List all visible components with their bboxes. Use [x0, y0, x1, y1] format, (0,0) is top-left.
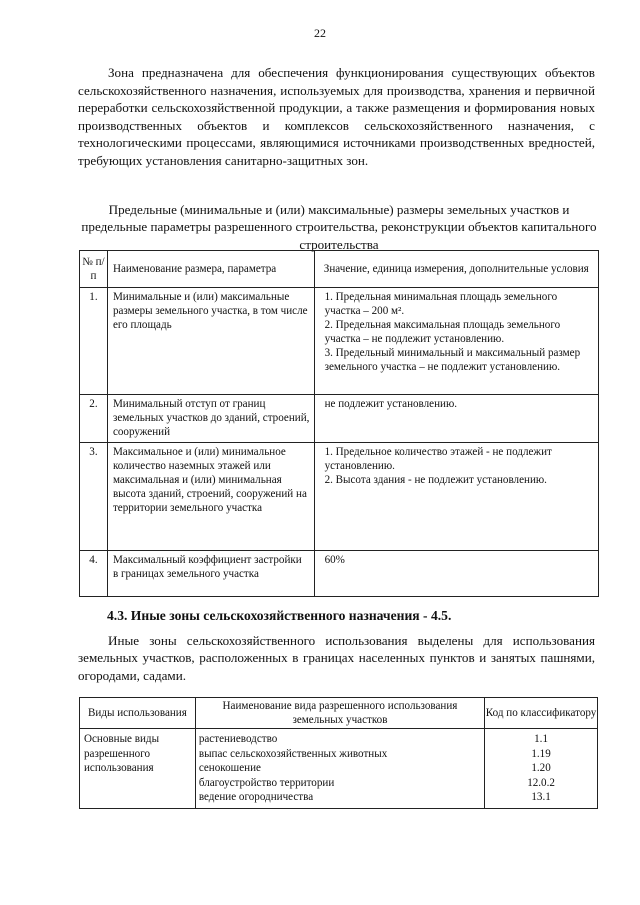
row-value — [314, 443, 598, 551]
value-line: 1. Предельная минимальная площадь земельного участка – 200 м². — [324, 291, 558, 317]
use-name: ведение огородничества — [198, 791, 314, 803]
value-line: 1. Предельное количество этажей - не подлежит установлению. — [324, 446, 552, 472]
use-name: благоустройство территории — [198, 776, 335, 789]
row-value — [314, 551, 598, 597]
table-row — [80, 288, 599, 395]
row-parameter-name: Максимальный коэффициент застройки в границах земельного участка — [107, 551, 314, 597]
table-row — [80, 443, 599, 551]
row-number: 2. — [80, 395, 108, 443]
intro-paragraph: Зона предназначена для обеспечения функционирования существующих объектов сельскохозяйственного назначения, используемых для производства, хранения и первичной переработки сельскохозяйственной продукции, а также размещения и формирования новых производственных объектов и комплексов сельскохозяйственного назначения, с технологическими процессами, являющимися источниками производственных вредностей, требующих установления санитарно-защитных зон. — [78, 65, 595, 168]
limits-table — [79, 250, 599, 597]
table-row — [80, 395, 599, 443]
limits-table-title: Предельные (минимальные и (или) максимальные) размеры земельных участков и предельные параметры разрешенного строительства, реконструкции объектов капитального строительства — [81, 202, 597, 252]
header-classifier-code: Код по классификатору — [485, 698, 598, 729]
header-use-name: Наименование вида разрешенного использования земельных участков — [195, 698, 484, 729]
row-value — [314, 288, 598, 395]
value-line: не подлежит установлению. — [324, 398, 458, 410]
use-name: растениеводство — [198, 733, 278, 745]
page-number: 22 — [314, 26, 326, 40]
use-codes — [485, 729, 598, 809]
row-number: 4. — [80, 551, 108, 597]
header-use-types: Виды использования — [80, 698, 196, 729]
section-heading: 4.3. Иные зоны сельскохозяйственного назначения - 4.5. — [107, 608, 452, 623]
use-category: Основные виды разрешенного использования — [80, 729, 196, 809]
land-use-table — [79, 697, 598, 809]
value-line: 3. Предельный минимальный и максимальный размер земельного участка – не подлежит установлению. — [324, 347, 581, 373]
section-paragraph: Иные зоны сельскохозяйственного использования выделены для использования земельных участков, расположенных в границах населенных пунктов и занятых пашнями, огородами, садами. — [78, 633, 595, 683]
value-line: 2. Высота здания - не подлежит установлению. — [324, 474, 547, 486]
classifier-code: 1.19 — [531, 747, 551, 760]
value-line: 2. Предельная максимальная площадь земельного участка – не подлежит установлению. — [324, 319, 561, 345]
classifier-code: 12.0.2 — [527, 776, 555, 789]
row-parameter-name: Минимальный отступ от границ земельных участков до зданий, строений, сооружений — [107, 395, 314, 443]
row-number: 1. — [80, 288, 108, 395]
use-name: выпас сельскохозяйственных животных — [198, 747, 388, 760]
use-name: сенокошение — [198, 762, 261, 774]
value-line: 60% — [324, 554, 345, 566]
row-number: 3. — [80, 443, 108, 551]
limits-table-header — [80, 251, 599, 288]
classifier-code: 1.1 — [534, 733, 548, 745]
row-parameter-name: Минимальные и (или) максимальные размеры земельного участка, в том числе его площадь — [107, 288, 314, 395]
header-value: Значение, единица измерения, дополнительные условия — [314, 251, 598, 288]
classifier-code: 13.1 — [531, 791, 551, 803]
row-parameter-name: Максимальное и (или) минимальное количество наземных этажей или максимальная и (или) минимальная высота зданий, строений, сооружений на территории земельного участка — [107, 443, 314, 551]
header-parameter-name: Наименование размера, параметра — [107, 251, 314, 288]
header-number: № п/п — [80, 251, 108, 288]
classifier-code: 1.20 — [531, 762, 551, 774]
table-row — [80, 729, 598, 809]
row-value — [314, 395, 598, 443]
land-use-table-header — [80, 698, 598, 729]
table-row — [80, 551, 599, 597]
use-names — [195, 729, 484, 809]
